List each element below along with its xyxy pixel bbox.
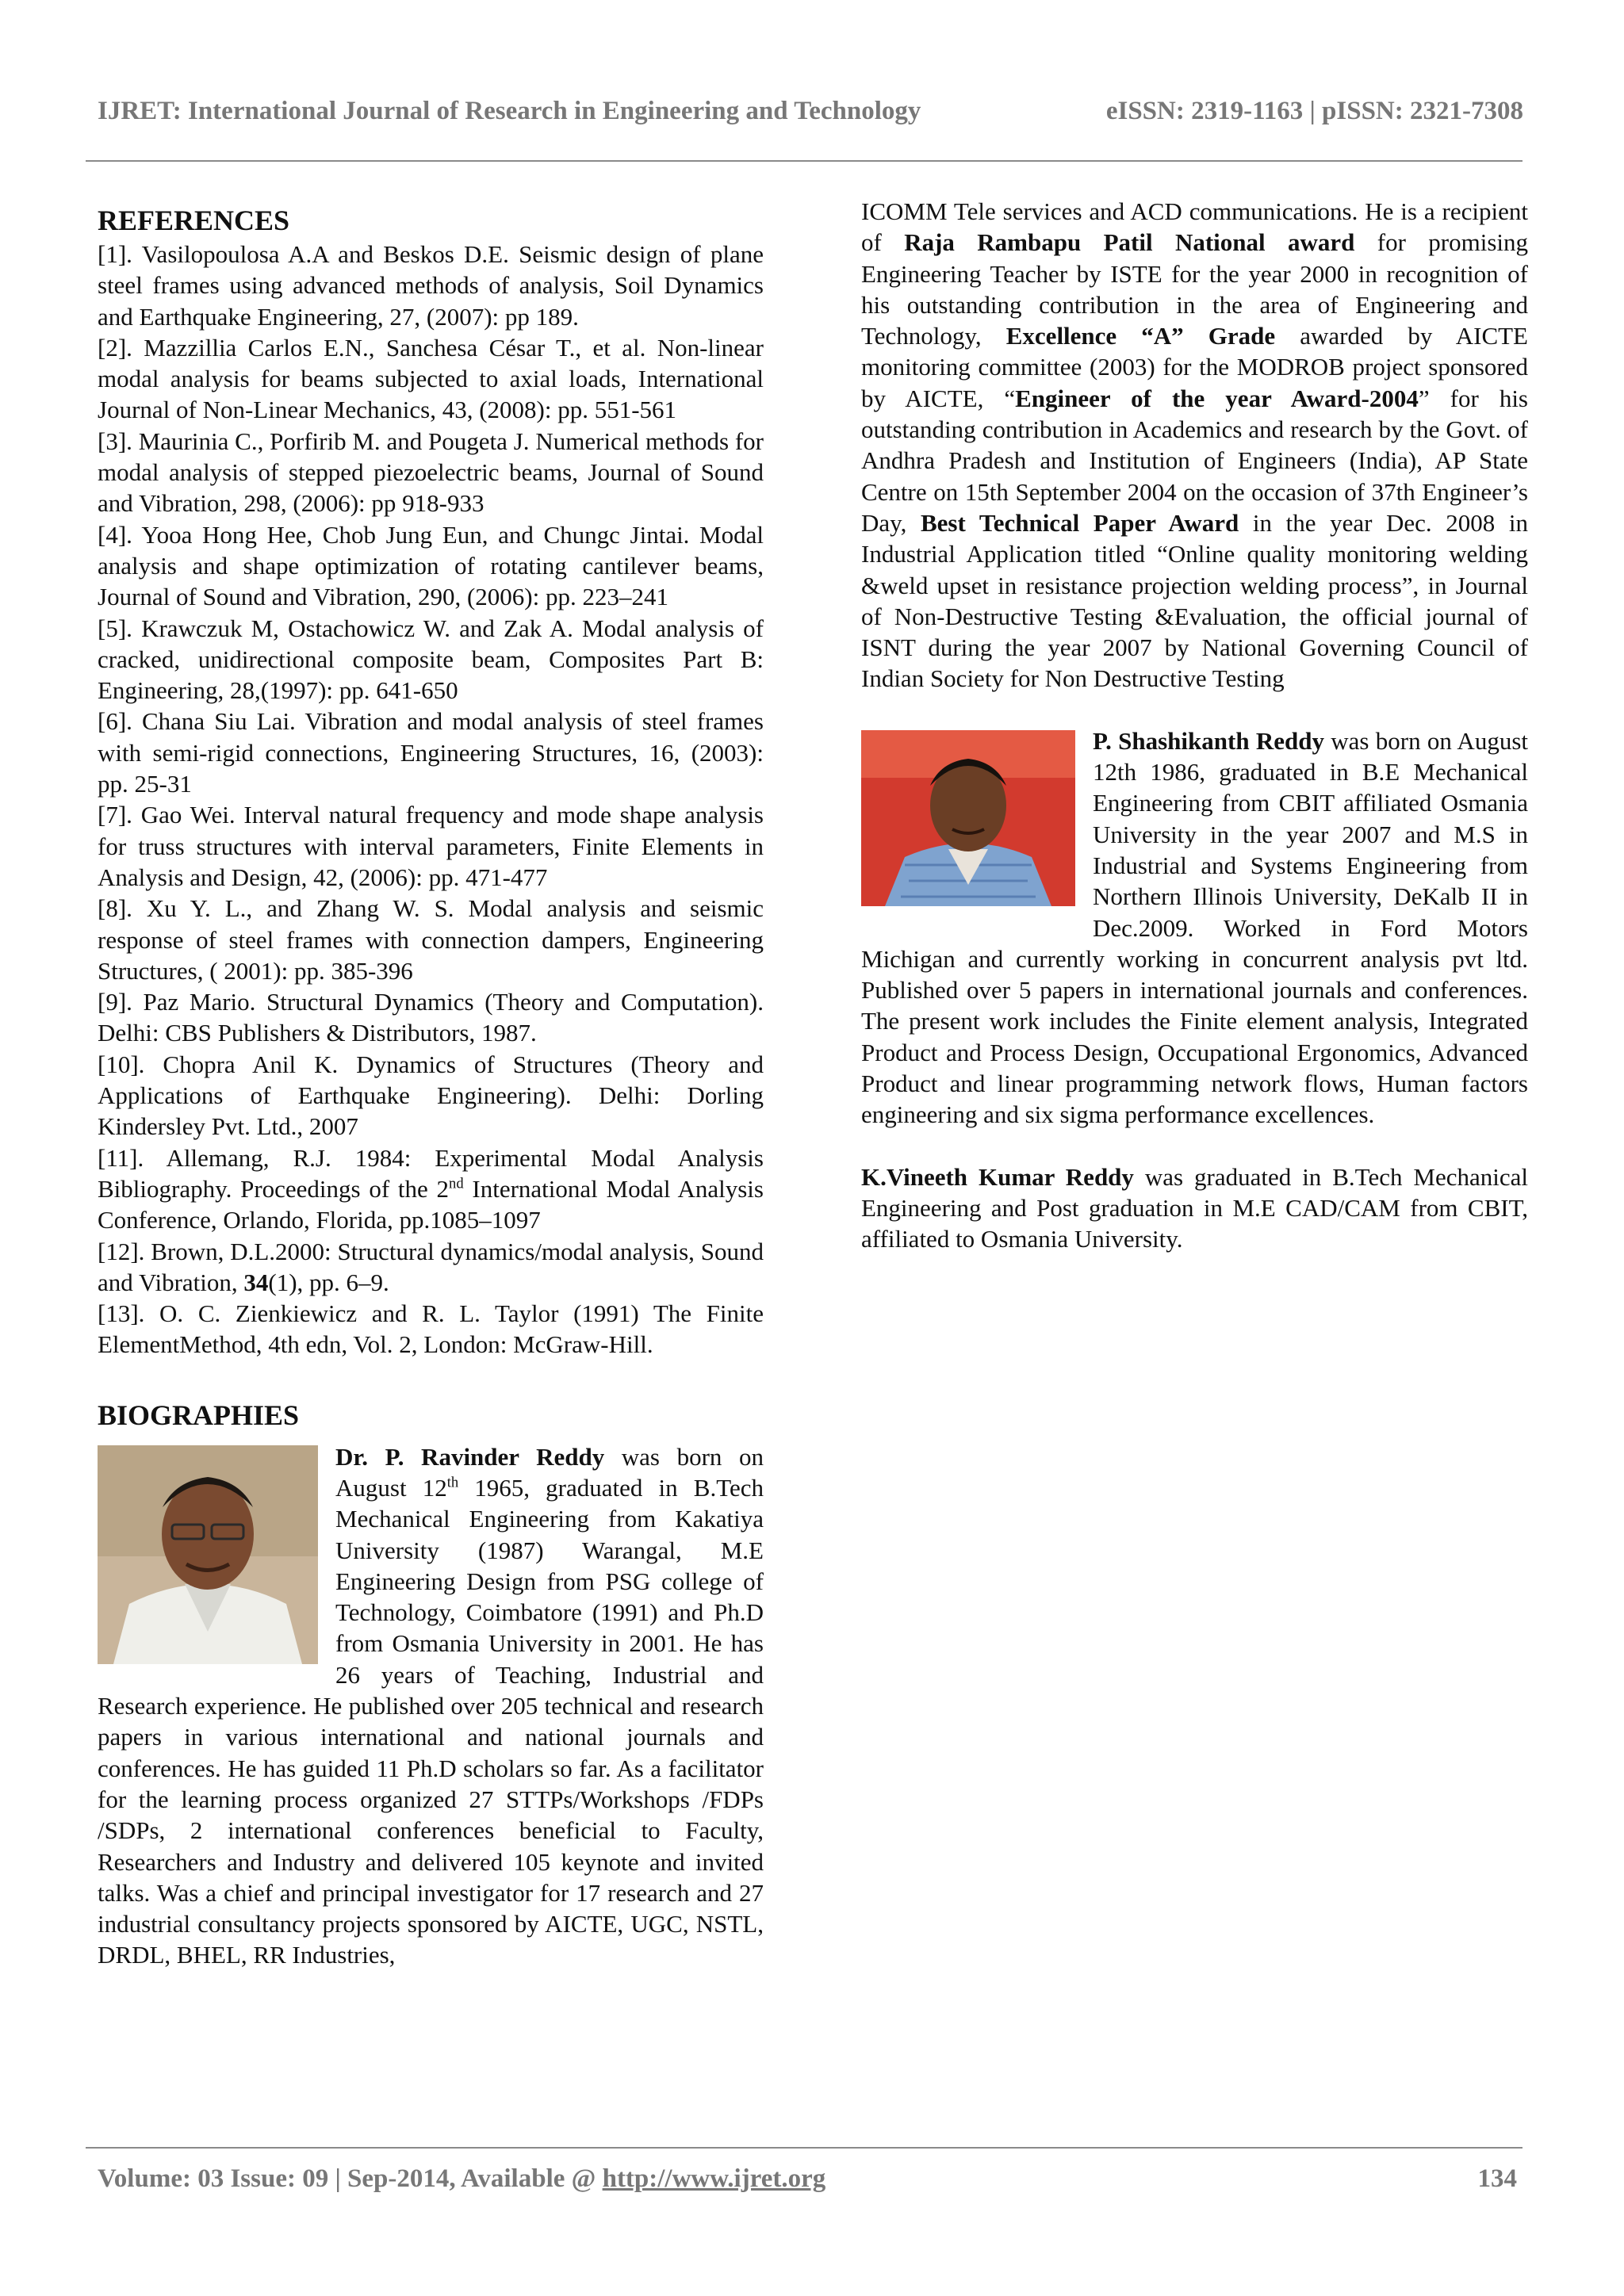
ravinder-cont-3: awarded by AICTE monitoring committee (2003) for the MODROB project sponsored by AICTE, “ [861,322,1528,412]
vineeth-name: K.Vineeth Kumar Reddy [861,1162,1134,1191]
vineeth-text: was graduated in B.Tech Mechanical Engineering and Post graduation in M.E CAD/CAM from CBIT, affiliated to Osmania University. [861,1162,1528,1253]
running-header [98,97,1523,126]
bio-ravinder-continued [861,196,1528,695]
ravinder-cont-5: in the year Dec. 2008 in Industrial Application titled “Online quality monitoring welding &weld upset in resistance projection welding process”, in Journal of Non-Destructive Testing &Evaluation, the official journal of ISNT during the year 2007 by National Governing Council of Indian Society for Non Destructive Testing [861,508,1529,693]
right-column [861,196,1528,1255]
award-engineer-of-year: Engineer of the year Award-2004 [1015,384,1419,412]
shashikanth-name: P. Shashikanth Reddy [1093,726,1324,755]
shashikanth-photo [861,730,1075,906]
reference-list [98,239,764,1360]
reference-item: [3]. Maurinia C., Porfirib M. and Pougeta J. Numerical methods for modal analysis of stepped piezoelectric beams, Journal of Sound and Vibration, 298, (2006): pp 918-933 [98,427,764,518]
ravinder-sup: th [446,1474,459,1491]
ref11-sup: nd [449,1175,464,1192]
running-footer [98,2164,1517,2194]
references-heading: REFERENCES [98,205,290,236]
reference-item: [10]. Chopra Anil K. Dynamics of Structures (Theory and Applications of Earthquake Engineering). Delhi: Dorling Kindersley Pvt. Ltd., 2007 [98,1050,764,1141]
reference-item: [4]. Yooa Hong Hee, Chob Jung Eun, and Chungc Jintai. Modal analysis and shape optimization of rotating cantilever beams, Journal of Sound and Vibration, 290, (2006): pp. 223–241 [98,520,764,611]
award-raja-rambapu: Raja Rambapu Patil National award [904,228,1355,257]
left-column [98,202,764,1971]
journal-url-link[interactable]: http://www.ijret.org [602,2164,826,2193]
ravinder-text-1: was born on August 12 [335,1442,764,1502]
award-excellence-grade: Excellence “A” Grade [1005,322,1276,350]
header-rule [86,160,1522,162]
reference-item: [13]. O. C. Zienkiewicz and R. L. Taylor (1991) The Finite ElementMethod, 4th edn, Vol. 2, London: McGraw-Hill. [98,1299,764,1359]
reference-item: [7]. Gao Wei. Interval natural frequency and mode shape analysis for truss structures with interval parameters, Finite Elements in Analysis and Design, 42, (2006): pp. 471-477 [98,801,764,891]
reference-item: [1]. Vasilopoulosa A.A and Beskos D.E. Seismic design of plane steel frames using advanced methods of analysis, Soil Dynamics and Earthquake Engineering, 27, (2007): pp 189. [98,240,764,331]
award-best-paper: Best Technical Paper Award [921,508,1239,537]
reference-item: [2]. Mazzillia Carlos E.N., Sanchesa César T., et al. Non-linear modal analysis for beams subjected to axial loads, International Journal of Non-Linear Mechanics, 43, (2008): pp. 551-561 [98,333,764,424]
bio-shashikanth [861,725,1528,1131]
bio-vineeth [861,1161,1528,1255]
biographies-heading: BIOGRAPHIES [98,1399,300,1431]
ravinder-cont-1: ICOMM Tele services and ACD communications. He is a recipient of [861,197,1528,257]
ref11-text: [11]. Allemang, R.J. 1984: Experimental Modal Analysis Bibliography. Proceedings of the 2 [98,1143,764,1203]
reference-item: [9]. Paz Mario. Structural Dynamics (Theory and Computation). Delhi: CBS Publishers & Distributors, 1987. [98,988,764,1047]
reference-item: [5]. Krawczuk M, Ostachowicz W. and Zak A. Modal analysis of cracked, unidirectional composite beam, Composites Part B: Engineering, 28,(1997): pp. 641-650 [98,614,764,705]
ravinder-text-2: 1965, graduated in B.Tech Mechanical Engineering from Kakatiya University (1987) Warangal, M.E Engineering Design from PSG college of Technology, Coimbatore (1991) and Ph.D from Osmania University in 2001. He has 26 years of Teaching, Industrial and Research experience. He published over 205 technical and research papers in various international and national journals and conferences. He has guided 11 Ph.D scholars so far. As a facilitator for the learning process organized 27 STTPs/Workshops /FDPs /SDPs, 2 international conferences beneficial to Faculty, Researchers and Industry and delivered 105 keynote and invited talks. Was a chief and principal investigator for 17 research and 27 industrial consultancy projects sponsored by AICTE, UGC, NSTL, DRDL, BHEL, RR Industries, [98,1473,764,1969]
ravinder-photo [98,1445,318,1664]
journal-title: IJRET: International Journal of Research in Engineering and Technology [98,97,921,125]
reference-item: [6]. Chana Siu Lai. Vibration and modal analysis of steel frames with semi-rigid connections, Engineering Structures, 16, (2003): pp. 25-31 [98,707,764,798]
shashikanth-text: was born on August 12th 1986, graduated in B.E Mechanical Engineering from CBIT affiliated Osmania University in the year 2007 and M.S in Industrial and Systems Engineering from Northern Illinois University, DeKalb II in Dec.2009. Worked in Ford Motors Michigan and currently working in concurrent analysis pvt ltd. Published over 5 papers in international journals and conferences. The present work includes the Finite element analysis, Integrated Product and Process Design, Occupational Ergonomics, Advanced Product and linear programming network flows, Human factors engineering and six sigma performance excellences. [861,726,1528,1129]
footer-rule [86,2147,1522,2149]
page-number: 134 [1477,2164,1517,2193]
issn-info: eISSN: 2319-1163 | pISSN: 2321-7308 [1105,97,1523,125]
reference-item [98,1142,764,1236]
ravinder-cont-2: for promising Engineering Teacher by ISTE for the year 2000 in recognition of his outstanding contribution in the area of Engineering and Technology, [861,228,1529,350]
bio-ravinder [98,1441,764,1971]
ref12-volume: 34 [243,1268,269,1296]
ref12-text: [12]. Brown, D.L.2000: Structural dynamics/modal analysis, Sound and Vibration, [98,1237,764,1296]
volume-info: Volume: 03 Issue: 09 | Sep-2014, Available @ [98,2164,603,2193]
ref11-text-end: International Modal Analysis Conference, Orlando, Florida, pp.1085–1097 [98,1174,764,1234]
ravinder-name: Dr. P. Ravinder Reddy [335,1442,605,1471]
reference-item: [8]. Xu Y. L., and Zhang W. S. Modal analysis and seismic response of steel frames with connection dampers, Engineering Structures, ( 2001): pp. 385-396 [98,894,764,985]
reference-item [98,1236,764,1299]
ravinder-cont-4: ” for his outstanding contribution in Academics and research by the Govt. of Andhra Pradesh and Institution of Engineers (India), AP State Centre on 15th September 2004 on the occasion of 37th Engineer’s Day, [861,384,1528,537]
ref12-text-end: (1), pp. 6–9. [268,1268,389,1296]
